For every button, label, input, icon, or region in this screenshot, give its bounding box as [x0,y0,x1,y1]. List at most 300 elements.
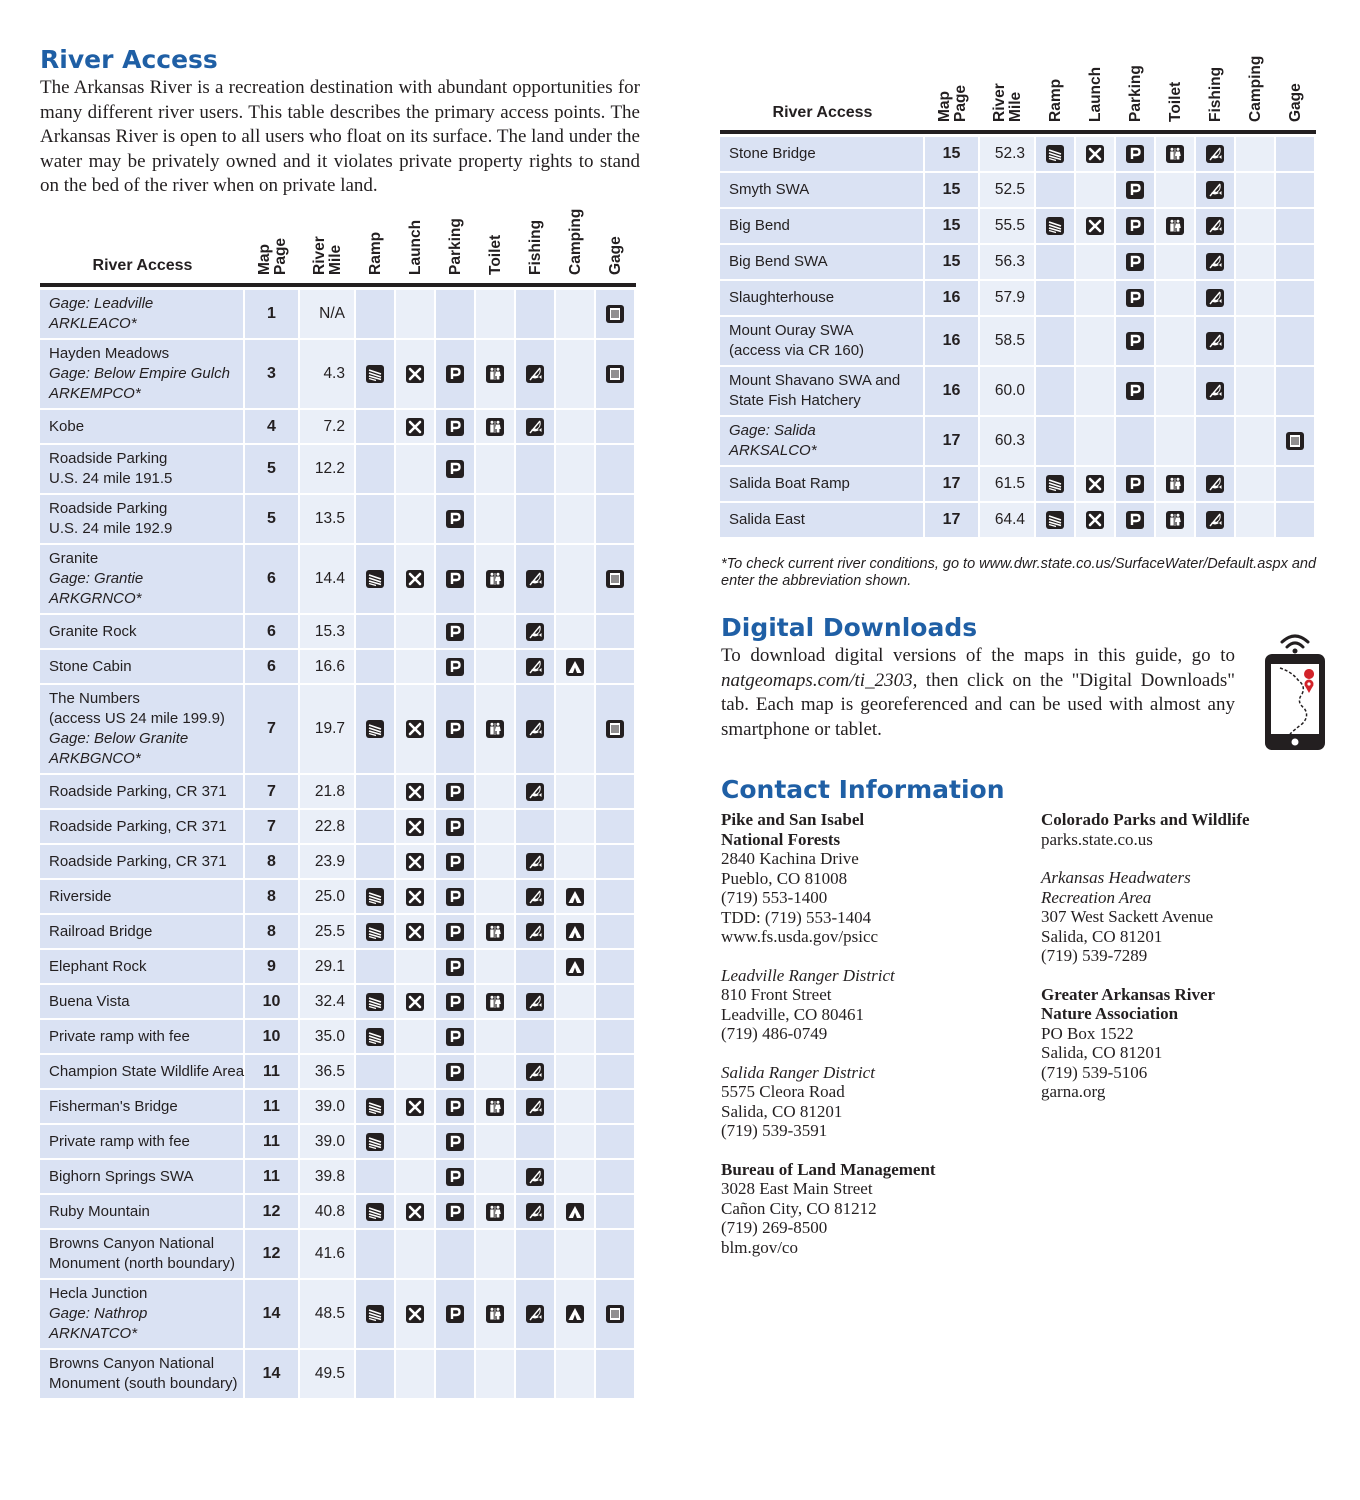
map-page: 17 [925,417,980,465]
table-row [40,1195,636,1228]
header-ramp: Ramp [367,231,384,275]
fishing-icon [526,853,544,871]
access-name-line: ARKBGNCO* [49,750,141,767]
camping-cell [556,915,596,948]
camping-cell [556,880,596,913]
camping-cell [556,545,596,613]
parking-icon [446,923,464,941]
river-mile: 21.8 [300,775,356,808]
gage-cell [596,1195,636,1228]
camping-icon [566,958,584,976]
toilet-icon [486,993,504,1011]
parking-cell [436,410,476,443]
river-mile: 4.3 [300,340,356,408]
gage-cell [1276,317,1316,365]
gage-cell [596,810,636,843]
table-row [40,615,636,648]
river-mile: 57.9 [980,281,1036,315]
fishing-icon [1206,145,1224,163]
access-name [720,137,925,171]
river-mile: 39.0 [300,1090,356,1123]
contact-line: parks.state.co.us [1041,829,1153,849]
ramp-cell [356,650,396,683]
access-name [720,209,925,243]
table-row [40,1125,636,1158]
access-name [40,410,245,443]
gage-cell [596,1160,636,1193]
header-ramp: Ramp [1047,78,1064,122]
launch-icon [406,818,424,836]
table-row [720,367,1316,415]
launch-cell [396,290,436,338]
map-page: 8 [245,915,300,948]
digital-downloads-text-after: then click on the "Digital Downloads" tab. Each map is georeferenced and can be used with almost any smartphone or tablet. [721,669,1235,740]
ramp-cell [1036,137,1076,171]
camping-icon [566,888,584,906]
launch-icon [406,853,424,871]
gage-icon [606,1305,624,1323]
fishing-cell [1196,137,1236,171]
gage-cell [596,410,636,443]
parking-icon [446,993,464,1011]
camping-cell [556,410,596,443]
fishing-cell [1196,417,1236,465]
table-row [720,281,1316,315]
camping-cell [556,290,596,338]
gage-cell [596,1090,636,1123]
contact-line: Bureau of Land Management [721,1159,936,1179]
access-name-line: Big Bend [729,217,790,234]
ramp-icon [1046,145,1064,163]
fishing-cell [1196,467,1236,501]
gage-cell [596,1280,636,1348]
gage-cell [1276,417,1316,465]
launch-icon [406,720,424,738]
gage-cell [1276,137,1316,171]
gage-cell [596,950,636,983]
access-name [40,845,245,878]
table-row [40,545,636,613]
river-mile: 60.3 [980,417,1036,465]
ramp-cell [356,1230,396,1278]
river-mile: 56.3 [980,245,1036,279]
digital-downloads-heading: Digital Downloads [721,613,978,642]
launch-cell [396,1195,436,1228]
access-name-line: Monument (north boundary) [49,1255,235,1272]
river-access-intro: The Arkansas River is a recreation destination with abundant opportunities for many different river users. This table describes the primary access points. The Arkansas River is open to all users who float on its surface. The land under the water may be privately owned and it violates private property rights to stand on the bed of the river when on private land. [40,77,640,196]
parking-cell [1116,245,1156,279]
parking-icon [446,510,464,528]
map-page: 11 [245,1055,300,1088]
toilet-cell [476,1350,516,1398]
launch-icon [406,923,424,941]
gage-cell [596,985,636,1018]
fishing-icon [1206,289,1224,307]
toilet-icon [486,720,504,738]
parking-icon [446,720,464,738]
gage-cell [596,1125,636,1158]
contact-line: Pike and San Isabel [721,810,865,829]
header-river-access: River Access [772,104,873,121]
access-name [40,445,245,493]
access-name-line: Private ramp with fee [49,1132,190,1150]
fishing-cell [1196,173,1236,207]
launch-cell [1076,317,1116,365]
header-map-page: Map Page [935,84,969,122]
ramp-icon [366,1098,384,1116]
ramp-icon [366,570,384,588]
fishing-cell [1196,317,1236,365]
access-name-line: State Fish Hatchery [729,392,861,409]
access-name-line: Gage: Nathrop [49,1305,148,1322]
access-name-line: Railroad Bridge [49,922,153,940]
fishing-icon [1206,332,1224,350]
ramp-cell [1036,245,1076,279]
parking-cell [436,1230,476,1278]
launch-icon [1086,217,1104,235]
launch-cell [396,1125,436,1158]
river-mile: 36.5 [300,1055,356,1088]
launch-icon [406,1098,424,1116]
contact-line: 810 Front Street [721,985,832,1004]
camping-cell [556,1195,596,1228]
river-mile: 58.5 [980,317,1036,365]
table-row [40,685,636,773]
gage-cell [596,340,636,408]
ramp-cell [356,950,396,983]
table-row [40,445,636,493]
camping-cell [556,845,596,878]
river-mile: 29.1 [300,950,356,983]
parking-cell [1116,317,1156,365]
parking-icon [1126,253,1144,271]
table-row [720,467,1316,501]
access-name [40,915,245,948]
access-name [40,1280,245,1348]
launch-icon [406,1203,424,1221]
launch-cell [1076,245,1116,279]
ramp-cell [356,340,396,408]
table-row [720,209,1316,243]
contact-line: (719) 486-0749 [721,1024,828,1043]
access-name-line: Roadside Parking [49,450,168,467]
toilet-cell [476,1020,516,1053]
fishing-icon [526,993,544,1011]
camping-cell [1236,367,1276,415]
parking-icon [446,1063,464,1081]
digital-downloads-text-before: To download digital versions of the maps in this guide, go to [721,645,1235,666]
gage-cell [596,650,636,683]
contact-line: PO Box 1522 [1041,1023,1134,1043]
launch-icon [406,570,424,588]
map-page: 6 [245,615,300,648]
river-conditions-footnote: *To check current river conditions, go to www.dwr.state.co.us/SurfaceWater/Default.aspx and enter the abbreviation shown. [721,556,1317,589]
header-toilet: Toilet [487,234,504,275]
parking-cell [436,1160,476,1193]
ramp-icon [1046,475,1064,493]
fishing-cell [516,495,556,543]
contact-line: Nature Association [1041,1004,1179,1023]
access-name [720,173,925,207]
table-row [40,880,636,913]
fishing-cell [516,1160,556,1193]
ramp-cell [356,495,396,543]
toilet-cell [476,1230,516,1278]
launch-icon [406,888,424,906]
contact-line: (719) 539-7289 [1041,946,1148,965]
parking-cell [436,1280,476,1348]
parking-icon [1126,475,1144,493]
river-mile: N/A [300,290,356,338]
contact-spacer [721,1141,936,1160]
parking-icon [446,570,464,588]
digital-downloads-link[interactable]: natgeomaps.com/ti_2303, [721,669,918,691]
contact-line: garna.org [1041,1082,1106,1101]
gage-icon [1286,432,1304,450]
contact-spacer [1041,849,1250,868]
map-page: 5 [245,495,300,543]
toilet-cell [476,685,516,773]
toilet-cell [476,1160,516,1193]
fishing-cell [516,950,556,983]
river-mile: 61.5 [980,467,1036,501]
ramp-icon [366,1203,384,1221]
camping-icon [566,1203,584,1221]
access-name-line: Mount Shavano SWA and [729,372,901,389]
launch-cell [1076,417,1116,465]
contact-line: (719) 539-3591 [721,1121,828,1140]
fishing-icon [526,658,544,676]
camping-cell [556,1350,596,1398]
map-page: 12 [245,1230,300,1278]
toilet-cell [476,880,516,913]
access-name [40,1125,245,1158]
access-name-line: Fisherman's Bridge [49,1097,178,1115]
launch-icon [406,783,424,801]
camping-cell [556,1090,596,1123]
fishing-cell [516,410,556,443]
table-row [40,1055,636,1088]
fishing-icon [526,623,544,641]
gage-cell [596,445,636,493]
launch-cell [396,775,436,808]
fishing-icon [526,720,544,738]
map-page: 11 [245,1160,300,1193]
header-camping: Camping [1247,55,1264,122]
access-name [40,290,245,338]
toilet-cell [1156,417,1196,465]
contact-line: (719) 553-1400 [721,888,828,907]
fishing-icon [1206,217,1224,235]
ramp-cell [356,1020,396,1053]
access-name [40,1230,245,1278]
smartphone-map-icon [1262,624,1328,752]
gage-cell [596,880,636,913]
contact-line: (719) 539-5106 [1041,1062,1148,1082]
toilet-cell [1156,317,1196,365]
toilet-icon [1166,145,1184,163]
parking-icon [446,365,464,383]
camping-cell [556,495,596,543]
parking-cell [436,1090,476,1123]
launch-cell [1076,173,1116,207]
camping-cell [556,1160,596,1193]
parking-cell [436,1195,476,1228]
toilet-icon [486,1098,504,1116]
toilet-cell [476,1195,516,1228]
map-page: 11 [245,1090,300,1123]
camping-cell [556,615,596,648]
access-name [720,245,925,279]
launch-cell [1076,281,1116,315]
map-page: 17 [925,467,980,501]
ramp-cell [356,545,396,613]
parking-cell [1116,367,1156,415]
ramp-cell [1036,367,1076,415]
river-mile: 15.3 [300,615,356,648]
toilet-cell [476,650,516,683]
parking-icon [446,1168,464,1186]
access-name [40,1195,245,1228]
launch-icon [406,993,424,1011]
map-page: 12 [245,1195,300,1228]
access-name-line: Gage: Below Empire Gulch [49,365,230,382]
camping-cell [1236,467,1276,501]
fishing-cell [516,615,556,648]
access-name-line: Big Bend SWA [729,253,828,270]
river-mile: 55.5 [980,209,1036,243]
map-page: 15 [925,173,980,207]
access-name [40,1350,245,1398]
access-name [40,810,245,843]
toilet-icon [486,1203,504,1221]
fishing-icon [1206,382,1224,400]
gage-icon [606,305,624,323]
contact-line: Arkansas Headwaters [1041,868,1191,887]
parking-icon [1126,145,1144,163]
launch-cell [396,845,436,878]
access-name-line: Riverside [49,887,112,905]
ramp-cell [356,1160,396,1193]
gage-cell [596,290,636,338]
fishing-cell [516,445,556,493]
contact-line: blm.gov/co [721,1237,798,1257]
access-name-line: Browns Canyon National [49,1235,215,1252]
camping-cell [1236,317,1276,365]
contact-line: 3028 East Main Street [721,1179,873,1198]
access-name [40,775,245,808]
fishing-icon [1206,181,1224,199]
parking-cell [436,1055,476,1088]
parking-cell [436,1350,476,1398]
camping-cell [556,685,596,773]
header-river-mile: River Mile [991,83,1024,122]
launch-cell [396,915,436,948]
fishing-cell [1196,367,1236,415]
access-name [40,880,245,913]
river-access-table-right [720,48,1316,528]
gage-cell [1276,467,1316,501]
launch-cell [396,880,436,913]
map-page: 14 [245,1280,300,1348]
ramp-cell [1036,317,1076,365]
river-mile: 32.4 [300,985,356,1018]
camping-cell [1236,503,1276,537]
fishing-icon [526,888,544,906]
ramp-cell [356,1280,396,1348]
launch-cell [1076,467,1116,501]
parking-icon [1126,511,1144,529]
access-name-line: Slaughterhouse [729,289,835,306]
ramp-cell [356,290,396,338]
header-toilet: Toilet [1167,81,1184,122]
ramp-cell [356,1350,396,1398]
toilet-icon [486,365,504,383]
access-name-line: The Numbers [49,690,140,707]
parking-icon [446,1028,464,1046]
access-name-line: Stone Bridge [729,145,816,162]
gage-icon [606,720,624,738]
ramp-cell [356,915,396,948]
river-mile: 19.7 [300,685,356,773]
table-row [40,1280,636,1348]
launch-cell [1076,209,1116,243]
gage-cell [596,1055,636,1088]
contact-line: Pueblo, CO 81008 [721,868,848,888]
ramp-cell [356,1125,396,1158]
fishing-cell [516,1090,556,1123]
ramp-cell [1036,209,1076,243]
toilet-cell [476,340,516,408]
camping-cell [556,1280,596,1348]
fishing-icon [526,1098,544,1116]
fishing-cell [516,340,556,408]
access-name [720,317,925,365]
contact-information-heading: Contact Information [721,775,1005,804]
access-name [720,281,925,315]
gage-icon [606,365,624,383]
contact-line: (719) 269-8500 [721,1218,828,1237]
launch-cell [1076,503,1116,537]
table-row [40,1020,636,1053]
fishing-icon [1206,511,1224,529]
access-name-line: Roadside Parking, CR 371 [49,852,227,870]
parking-cell [1116,281,1156,315]
fishing-icon [526,1063,544,1081]
toilet-cell [1156,367,1196,415]
table-row [40,1090,636,1123]
map-page: 4 [245,410,300,443]
parking-cell [436,950,476,983]
fishing-cell [516,1230,556,1278]
ramp-cell [356,1195,396,1228]
header-launch: Launch [1087,66,1104,122]
toilet-cell [476,445,516,493]
access-name [720,417,925,465]
gage-icon [606,570,624,588]
camping-cell [1236,209,1276,243]
toilet-cell [1156,245,1196,279]
contact-line: Salida Ranger District [721,1062,875,1082]
launch-cell [396,985,436,1018]
toilet-icon [1166,217,1184,235]
river-mile: 41.6 [300,1230,356,1278]
river-mile: 13.5 [300,495,356,543]
contact-line: Colorado Parks and Wildlife [1041,810,1250,829]
camping-cell [1236,137,1276,171]
toilet-cell [1156,137,1196,171]
parking-cell [436,1125,476,1158]
